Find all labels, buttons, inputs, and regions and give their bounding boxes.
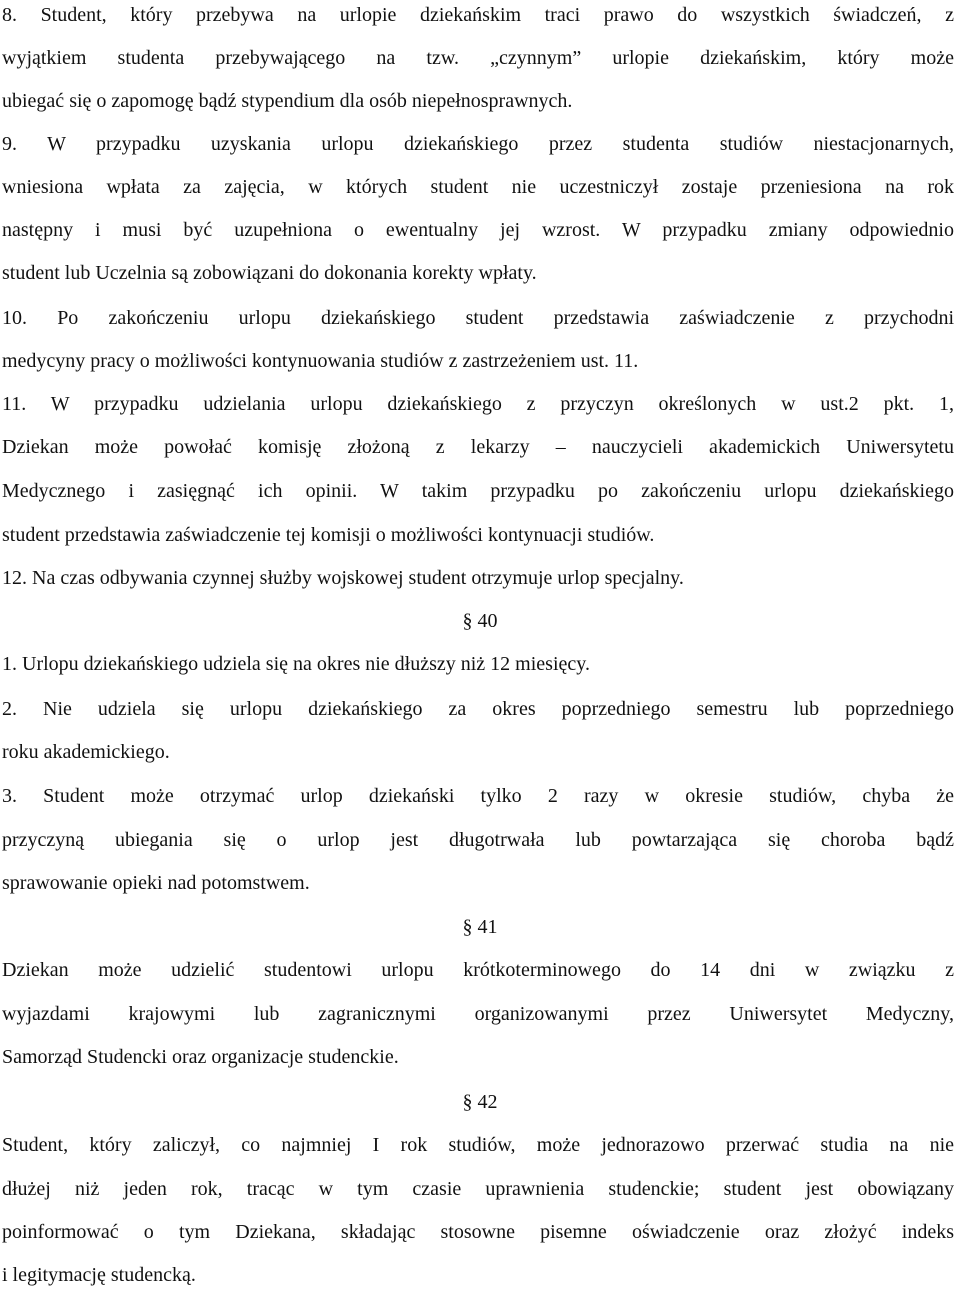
text-line: Student, który zaliczył, co najmniej I rok studiów, może jednorazowo przerwać studia na nie — [2, 1134, 954, 1156]
text-line: medycyny pracy o możliwości kontynuowania studiów z zastrzeżeniem ust. 11. — [2, 350, 639, 372]
text-line: przyczyną ubiegania się o urlop jest długotrwała lub powtarzająca się choroba bądź — [2, 829, 954, 851]
text-line: i legitymację studencką. — [2, 1264, 196, 1286]
text-line: student przedstawia zaświadczenie tej komisji o możliwości kontynuacji studiów. — [2, 524, 655, 546]
text-line: 12. Na czas odbywania czynnej służby wojskowej student otrzymuje urlop specjalny. — [2, 567, 684, 589]
text-line: Dziekan może udzielić studentowi urlopu krótkoterminowego do 14 dni w związku z — [2, 959, 954, 981]
section-heading-41: § 41 — [462, 916, 498, 938]
section-heading-40: § 40 — [462, 610, 498, 632]
text-line: 11. W przypadku udzielania urlopu dziekańskiego z przyczyn określonych w ust.2 pkt. 1, — [2, 393, 954, 415]
text-line: 8. Student, który przebywa na urlopie dziekańskim traci prawo do wszystkich świadczeń, z — [2, 4, 954, 26]
text-line: wyjazdami krajowymi lub zagranicznymi organizowanymi przez Uniwersytet Medyczny, — [2, 1003, 954, 1025]
text-line: poinformować o tym Dziekana, składając stosowne pisemne oświadczenie oraz złożyć indeks — [2, 1221, 954, 1243]
text-line: wyjątkiem studenta przebywającego na tzw. „czynnym” urlopie dziekańskim, który może — [2, 47, 954, 69]
text-line: ubiegać się o zapomogę bądź stypendium dla osób niepełnosprawnych. — [2, 90, 573, 112]
text-line: następny i musi być uzupełniona o ewentualny jej wzrost. W przypadku zmiany odpowiednio — [2, 219, 954, 241]
text-line: wniesiona wpłata za zajęcia, w których student nie uczestniczył zostaje przeniesiona na rok — [2, 176, 954, 198]
text-line: student lub Uczelnia są zobowiązani do dokonania korekty wpłaty. — [2, 262, 537, 284]
text-line: roku akademickiego. — [2, 741, 170, 763]
text-line: Dziekan może powołać komisję złożoną z lekarzy – nauczycieli akademickich Uniwersytetu — [2, 436, 954, 458]
section-heading-42: § 42 — [462, 1091, 498, 1113]
text-line: 10. Po zakończeniu urlopu dziekańskiego student przedstawia zaświadczenie z przychodni — [2, 307, 954, 329]
text-line: Medycznego i zasięgnąć ich opinii. W takim przypadku po zakończeniu urlopu dziekańskiego — [2, 480, 954, 502]
text-line: 9. W przypadku uzyskania urlopu dziekańskiego przez studenta studiów niestacjonarnych, — [2, 133, 954, 155]
text-line: 1. Urlopu dziekańskiego udziela się na okres nie dłuższy niż 12 miesięcy. — [2, 653, 590, 675]
text-line: Samorząd Studencki oraz organizacje studenckie. — [2, 1046, 399, 1068]
text-line: sprawowanie opieki nad potomstwem. — [2, 872, 310, 894]
text-line: 3. Student może otrzymać urlop dziekański tylko 2 razy w okresie studiów, chyba że — [2, 785, 954, 807]
text-line: dłużej niż jeden rok, tracąc w tym czasie uprawnienia studenckie; student jest obowiązany — [2, 1178, 954, 1200]
text-line: 2. Nie udziela się urlopu dziekańskiego za okres poprzedniego semestru lub poprzedniego — [2, 698, 954, 720]
